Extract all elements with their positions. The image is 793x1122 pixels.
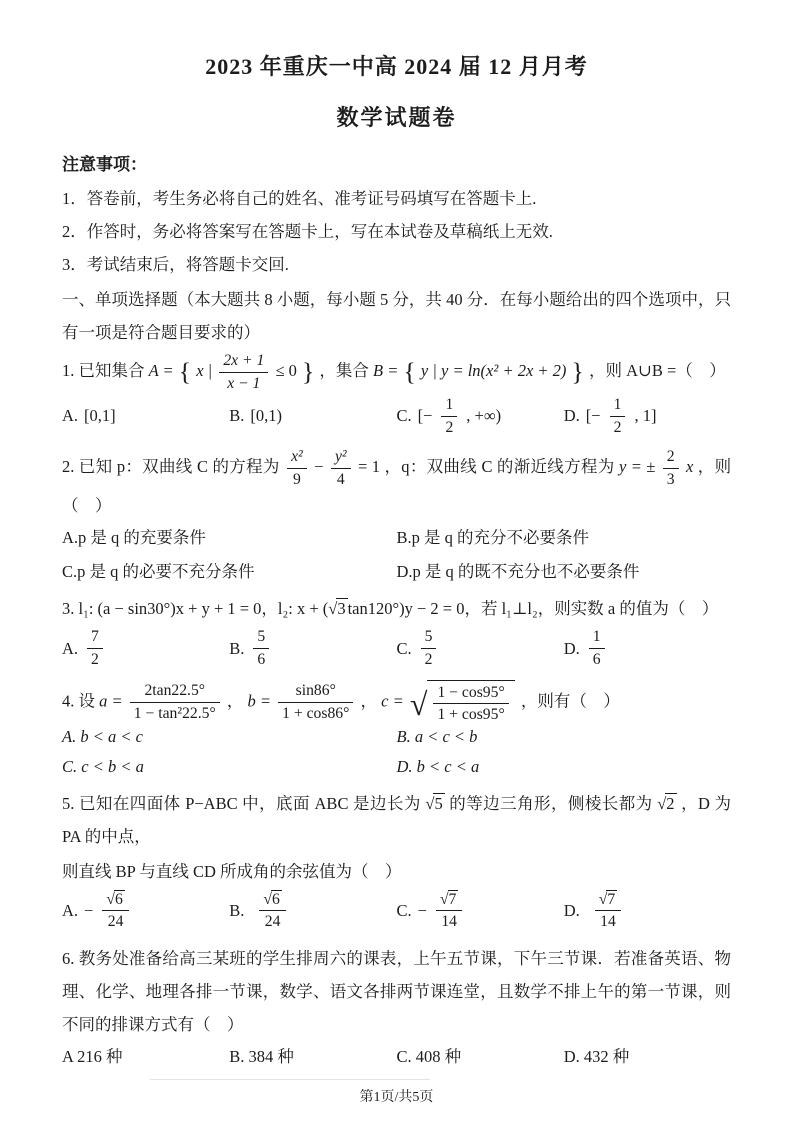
option-label: B. — [229, 406, 245, 426]
notice-item-3: 3．考试结束后，将答题卡交回. — [62, 255, 289, 274]
q4-fraction-a — [130, 681, 220, 723]
q2-equals-one: = 1 — [358, 457, 381, 477]
q2-f3-num: 2 — [663, 447, 679, 469]
option-label: C. — [396, 638, 412, 658]
option-fraction — [102, 890, 128, 932]
q5-option-c — [397, 890, 564, 932]
q1-mid: ，集合 — [319, 360, 369, 380]
q4-b-den: 1 + cos86° — [282, 704, 350, 722]
q4-a-den: 1 − tan²22.5° — [133, 704, 216, 722]
radicand: 6 — [114, 890, 123, 908]
q5-part1: 5. 已知在四面体 P−ABC 中，底面 ABC 是边长为 — [62, 793, 421, 813]
option-label: B. — [229, 900, 245, 920]
q4-tail: ，则有（ ） — [520, 690, 620, 710]
option-label: A. — [62, 638, 79, 658]
q4-fraction-c — [433, 683, 508, 725]
radical-sign-icon: √ — [409, 685, 428, 722]
radicand: 7 — [607, 890, 616, 908]
option-fraction — [421, 627, 437, 669]
q6-option-c — [397, 1043, 564, 1067]
q2-tail: ，则（ ） — [62, 457, 732, 516]
option-fraction-den: 2 — [424, 651, 433, 669]
option-fraction — [436, 890, 462, 932]
option-fraction-den: 6 — [257, 651, 266, 669]
question-5-stem-line2: 则直线 BP 与直线 CD 所成角的余弦值为（ ） — [62, 861, 402, 881]
q2-f3-den: 3 — [666, 470, 675, 488]
option-fraction-den: 2 — [613, 418, 622, 436]
q1-setA-fraction-den: x − 1 — [227, 374, 261, 392]
radical-sign-icon: √ — [263, 890, 271, 908]
sqrt2-radical — [657, 793, 676, 813]
option-fraction-den: 14 — [600, 913, 616, 931]
q2-f1-num: x² — [287, 447, 307, 469]
option-fraction-num: 1 — [589, 627, 605, 649]
q4-fraction-b — [278, 681, 353, 723]
option-text: D.p 是 q 的既不充分也不必要条件 — [396, 562, 640, 582]
option-sign: − — [417, 900, 427, 920]
q4-sep1: ， — [226, 690, 244, 710]
option-text: D. 432 种 — [563, 1046, 630, 1066]
radicand: 7 — [448, 890, 457, 908]
question-1 — [62, 351, 731, 437]
radical-sign-icon: √ — [425, 793, 434, 813]
q2-fraction-2-3 — [663, 447, 679, 489]
q1-option-d — [564, 395, 731, 437]
option-text: A. b < a < c — [62, 726, 143, 746]
q4-a-num: 2tan22.5° — [130, 681, 220, 703]
option-text: D. b < c < a — [396, 756, 480, 776]
radical-sign-icon: √ — [657, 793, 666, 813]
option-text: C.p 是 q 的必要不充分条件 — [62, 562, 255, 582]
radicand — [427, 680, 514, 725]
option-value: [0,1] — [84, 406, 116, 426]
option-value: [0,1) — [250, 406, 283, 426]
sqrt3-radical — [328, 598, 347, 618]
q1-lead: 1. 已知集合 — [62, 360, 145, 380]
option-text: C. c < b < a — [62, 756, 144, 776]
radicand: 2 — [666, 793, 675, 813]
question-6 — [62, 942, 731, 1067]
option-fraction-num — [259, 890, 285, 912]
sqrt-radical — [440, 890, 458, 908]
q5-part3: ，D 为 PA 的中点， — [62, 793, 732, 846]
q1-setA-condition: ≤ 0 — [275, 360, 297, 380]
option-label: D. — [563, 900, 580, 920]
q1-setA-var: x | — [196, 360, 213, 380]
q4-a-equals: a = — [99, 690, 123, 710]
q6-option-a — [62, 1043, 229, 1067]
exam-title-line1: 2023 年重庆一中高 2024 届 12 月月考 — [205, 54, 588, 79]
option-fraction — [610, 395, 626, 437]
question-3-stem — [62, 592, 731, 625]
q3-part1: 3. l₁: (a − sin30°)x + y + 1 = 0，l₂: x + ( — [62, 599, 329, 619]
q1-option-b — [229, 406, 396, 426]
q1-setA-name: A = — [148, 360, 174, 380]
radicand: 6 — [271, 890, 280, 908]
question-2 — [62, 447, 731, 582]
q4-option-a — [62, 727, 397, 747]
option-text: A 216 种 — [62, 1046, 123, 1066]
radical-sign-icon: √ — [106, 890, 114, 908]
q1-setB-name: B = — [373, 360, 399, 380]
question-2-options-row1 — [62, 524, 731, 548]
q2-fraction-y2-4 — [331, 447, 351, 489]
option-fraction-num — [102, 890, 128, 912]
q2-asymptote-post: x — [686, 457, 694, 477]
question-1-options — [62, 395, 731, 437]
radical-sign-icon: √ — [439, 890, 448, 908]
radical-sign-icon: √ — [328, 599, 337, 619]
option-fraction — [259, 890, 285, 932]
exam-title-line2: 数学试题卷 — [336, 105, 457, 130]
question-4 — [62, 680, 731, 777]
option-text: A.p 是 q 的充要条件 — [62, 528, 206, 548]
q1-setB-body: y | y = ln(x² + 2x + 2) — [420, 360, 567, 380]
q4-option-b — [397, 727, 732, 747]
q6-option-d — [564, 1043, 731, 1067]
q2-f2-den: 4 — [336, 470, 345, 488]
q1-setA-fraction-num: 2x + 1 — [219, 351, 268, 373]
sqrt5-radical — [425, 793, 444, 813]
option-fraction-den: 2 — [91, 651, 99, 669]
option-open: [− — [585, 406, 601, 426]
option-label: D. — [563, 406, 580, 426]
q4-c-den: 1 + cos95° — [437, 706, 505, 724]
question-6-options — [62, 1043, 731, 1067]
question-1-stem — [62, 351, 731, 393]
notice-item-1: 1．答卷前，考生务必将自己的姓名、准考证号码填写在答题卡上. — [62, 189, 537, 208]
q4-sep2: ， — [360, 690, 378, 710]
option-fraction — [595, 890, 621, 932]
option-fraction-num: 7 — [87, 627, 103, 649]
q3-option-b — [229, 627, 396, 669]
option-fraction-num: 5 — [421, 627, 437, 649]
q3-part2: tan120°)y − 2 = 0，若 l₁⊥l₂，则实数 a 的值为（ ） — [347, 599, 719, 619]
q4-lead: 4. 设 — [62, 690, 95, 710]
option-label: D. — [563, 638, 580, 658]
question-4-options-row1 — [62, 727, 731, 747]
q1-setA-fraction — [219, 351, 268, 393]
q3-option-a — [62, 627, 229, 669]
option-text: B. 384 种 — [229, 1046, 294, 1066]
q4-option-c — [62, 757, 397, 777]
q2-option-a — [62, 524, 397, 548]
sqrt-radical — [263, 890, 281, 908]
q1-option-c — [397, 395, 564, 437]
question-2-options-row2 — [62, 558, 731, 582]
option-close: , 1] — [634, 406, 657, 426]
notice-heading: 注意事项： — [62, 155, 147, 174]
question-3-options — [62, 627, 731, 669]
question-4-options-row2 — [62, 757, 731, 777]
option-label: C. — [396, 406, 412, 426]
q5-option-a — [62, 890, 229, 932]
option-close: , +∞) — [466, 406, 502, 426]
section-heading: 一、单项选择题（本大题共 8 小题，每小题 5 分，共 40 分．在每小题给出的四个选项中，只有一项是符合题目要求的） — [62, 290, 731, 342]
question-5-stem-line1 — [62, 787, 731, 853]
question-2-stem — [62, 447, 731, 522]
option-fraction-den: 6 — [592, 651, 601, 669]
option-fraction-den: 14 — [441, 913, 457, 931]
option-label: B. — [229, 638, 245, 658]
q5-part2: 的等边三角形，侧棱长都为 — [449, 793, 653, 813]
option-fraction-den: 24 — [264, 913, 281, 931]
option-fraction-num: 5 — [253, 627, 269, 649]
q2-option-d — [397, 558, 732, 582]
option-fraction-num — [595, 890, 621, 912]
left-brace-icon: { — [403, 357, 416, 387]
right-brace-icon: } — [302, 357, 315, 387]
q4-b-equals: b = — [247, 690, 271, 710]
page-footer: 第1页/共5页 — [359, 1090, 434, 1105]
question-4-stem — [62, 680, 731, 725]
q6-option-b — [229, 1043, 396, 1067]
q4-b-num: sin86° — [278, 681, 353, 703]
q4-c-num: 1 − cos95° — [433, 683, 508, 705]
q5-option-d — [564, 890, 731, 932]
option-text: C. 408 种 — [396, 1046, 462, 1066]
option-fraction — [87, 627, 103, 669]
radical-sign-icon: √ — [598, 890, 607, 908]
q2-option-c — [62, 558, 397, 582]
option-label: A. — [62, 406, 79, 426]
q4-sqrt-fraction — [410, 680, 515, 725]
option-fraction-den: 24 — [107, 913, 124, 931]
option-fraction-num: 1 — [441, 395, 457, 417]
option-fraction — [441, 395, 457, 437]
q2-mid: ，q：双曲线 C 的渐近线方程为 — [384, 457, 615, 477]
option-fraction-num — [436, 890, 462, 912]
q1-option-a — [62, 406, 229, 426]
question-5-options — [62, 890, 731, 932]
option-fraction — [253, 627, 269, 669]
option-fraction-num: 1 — [610, 395, 626, 417]
notice-item-2: 2．作答时，务必将答案写在答题卡上，写在本试卷及草稿纸上无效. — [62, 222, 553, 241]
q2-lead: 2. 已知 p：双曲线 C 的方程为 — [62, 457, 280, 477]
radicand: 5 — [434, 793, 443, 813]
option-text: B. a < c < b — [396, 726, 478, 746]
right-brace-icon: } — [571, 357, 584, 387]
sqrt-radical — [599, 890, 617, 908]
q2-option-b — [397, 524, 732, 548]
q2-f1-den: 9 — [293, 470, 301, 488]
q1-tail: ，则 A∪B =（ ） — [588, 360, 726, 380]
q2-fraction-x2-9 — [287, 447, 307, 489]
option-text: B.p 是 q 的充分不必要条件 — [396, 528, 590, 548]
q5-option-b — [229, 890, 396, 932]
option-label: C. — [396, 900, 412, 920]
q2-f2-num: y² — [331, 447, 351, 469]
radicand: 3 — [337, 599, 346, 619]
q4-option-d — [397, 757, 732, 777]
option-fraction-den: 2 — [445, 418, 454, 436]
q3-option-c — [397, 627, 564, 669]
q4-c-equals: c = — [381, 690, 404, 710]
question-3 — [62, 592, 731, 669]
q2-minus: − — [314, 457, 324, 477]
sqrt-radical — [106, 890, 124, 908]
option-fraction — [589, 627, 605, 669]
q3-option-d — [564, 627, 731, 669]
scan-artifact-line — [150, 1079, 430, 1080]
option-sign: − — [84, 900, 94, 920]
question-5 — [62, 787, 731, 932]
option-open: [− — [417, 406, 433, 426]
question-6-stem: 6. 教务处准备给高三某班的学生排周六的课表，上午五节课，下午三节课．若准备英语、物理、化学、地理各排一节课，数学、语文各排两节课连堂，且数学不排上午的第一节课，则不同的排课方式有（ ） — [62, 948, 731, 1034]
left-brace-icon: { — [178, 357, 192, 387]
q2-asymptote-pre: y = ± — [618, 457, 656, 477]
option-label: A. — [62, 900, 79, 920]
